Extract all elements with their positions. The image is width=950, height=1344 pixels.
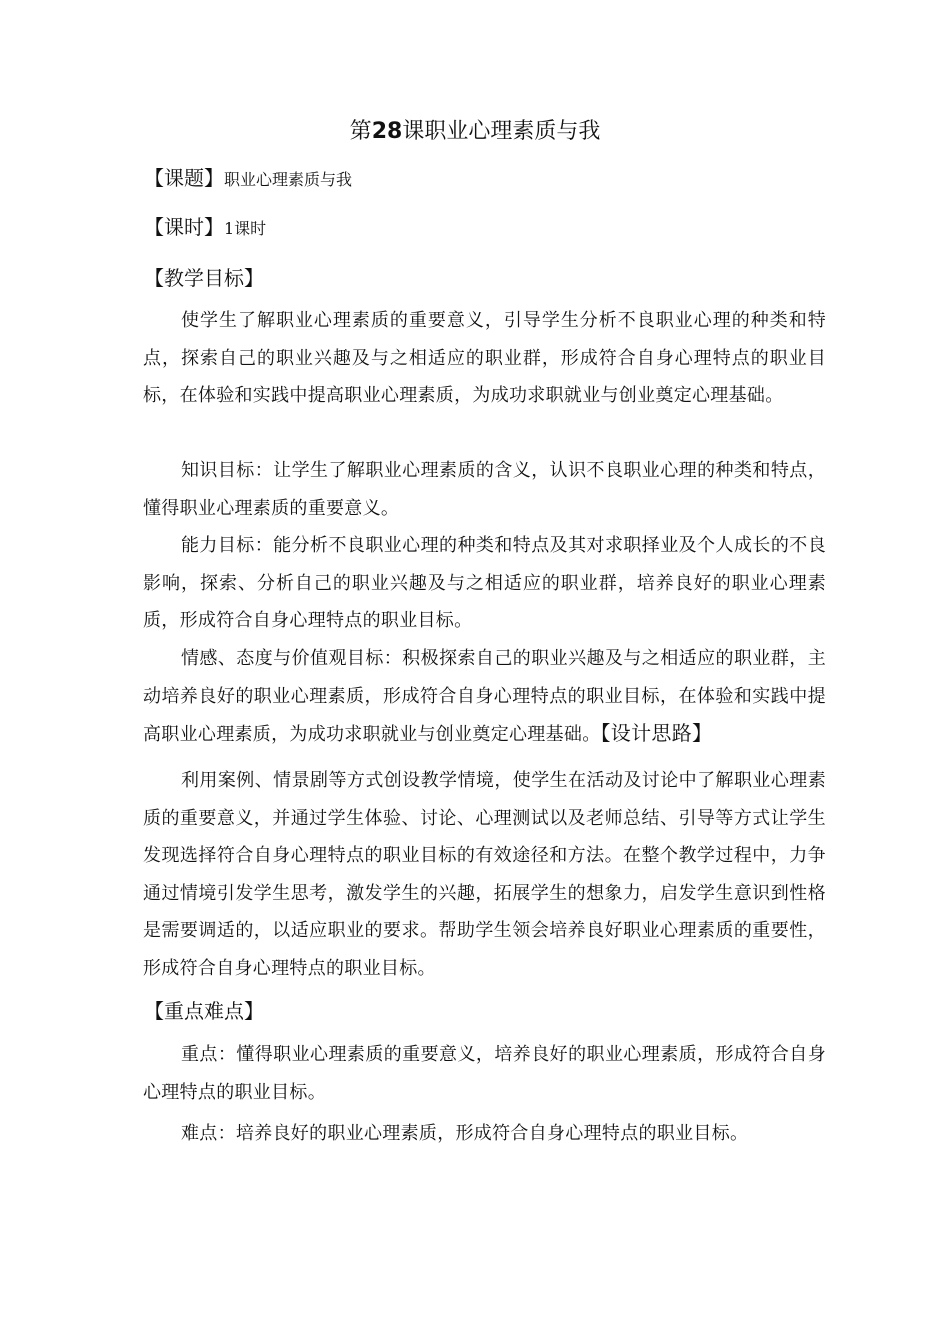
objectives-intro: 使学生了解职业心理素质的重要意义，引导学生分析不良职业心理的种类和特点，探索自己的职业兴趣及与之相适应的职业群，形成符合自身心理特点的职业目标，在体验和实践中提高职业心理素质，为成功求职就业与创业奠定心理基础。 [143,310,826,406]
page-title [0,117,950,147]
objectives-heading: 【教学目标】 [144,266,264,290]
key-heading: 【重点难点】 [144,999,264,1023]
hours-line [144,214,266,242]
title-suffix: 课职业心理素质与我 [402,119,601,144]
key-point: 重点：懂得职业心理素质的重要意义，培养良好的职业心理素质，形成符合自身心理特点的职业目标。 [143,1044,826,1103]
difficult-point: 难点：培养良好的职业心理素质，形成符合自身心理特点的职业目标。 [181,1123,749,1144]
title-prefix: 第 [349,119,372,144]
topic-line [144,165,352,193]
ability-goal: 能力目标：能分析不良职业心理的种类和特点及其对求职择业及个人成长的不良影响，探索、分析自己的职业兴趣及与之相适应的职业群，培养良好的职业心理素质，形成符合自身心理特点的职业目标。 [143,535,826,631]
title-number: 28 [371,119,403,144]
emotion-goal-paragraph [143,640,826,754]
topic-value: 职业心理素质与我 [224,170,353,189]
design-heading: 【设计思路】 [600,721,713,745]
hours-value: 1课时 [224,219,267,238]
design-text: 利用案例、情景剧等方式创设教学情境，使学生在活动及讨论中了解职业心理素质的重要意义，并通过学生体验、讨论、心理测试以及老师总结、引导等方式让学生发现选择符合自身心理特点的职业目标的有效途径和方法。在整个教学过程中，力争通过情境引发学生思考，激发学生的兴趣，拓展学生的想象力，启发学生意识到性格是需要调适的，以适应职业的要求。帮助学生领会培养良好职业心理素质的重要性，形成符合自身心理特点的职业目标。 [143,770,826,979]
topic-label: 【课题】 [144,166,224,190]
emotion-goal: 情感、态度与价值观目标：积极探索自己的职业兴趣及与之相适应的职业群，主动培养良好的职业心理素质，形成符合自身心理特点的职业目标，在体验和实践中提高职业心理素质，为成功求职就业与创业奠定心理基础。 [143,648,826,745]
knowledge-goal: 知识目标：让学生了解职业心理素质的含义，认识不良职业心理的种类和特点，懂得职业心理素质的重要意义。 [143,460,826,519]
hours-label: 【课时】 [144,215,224,239]
